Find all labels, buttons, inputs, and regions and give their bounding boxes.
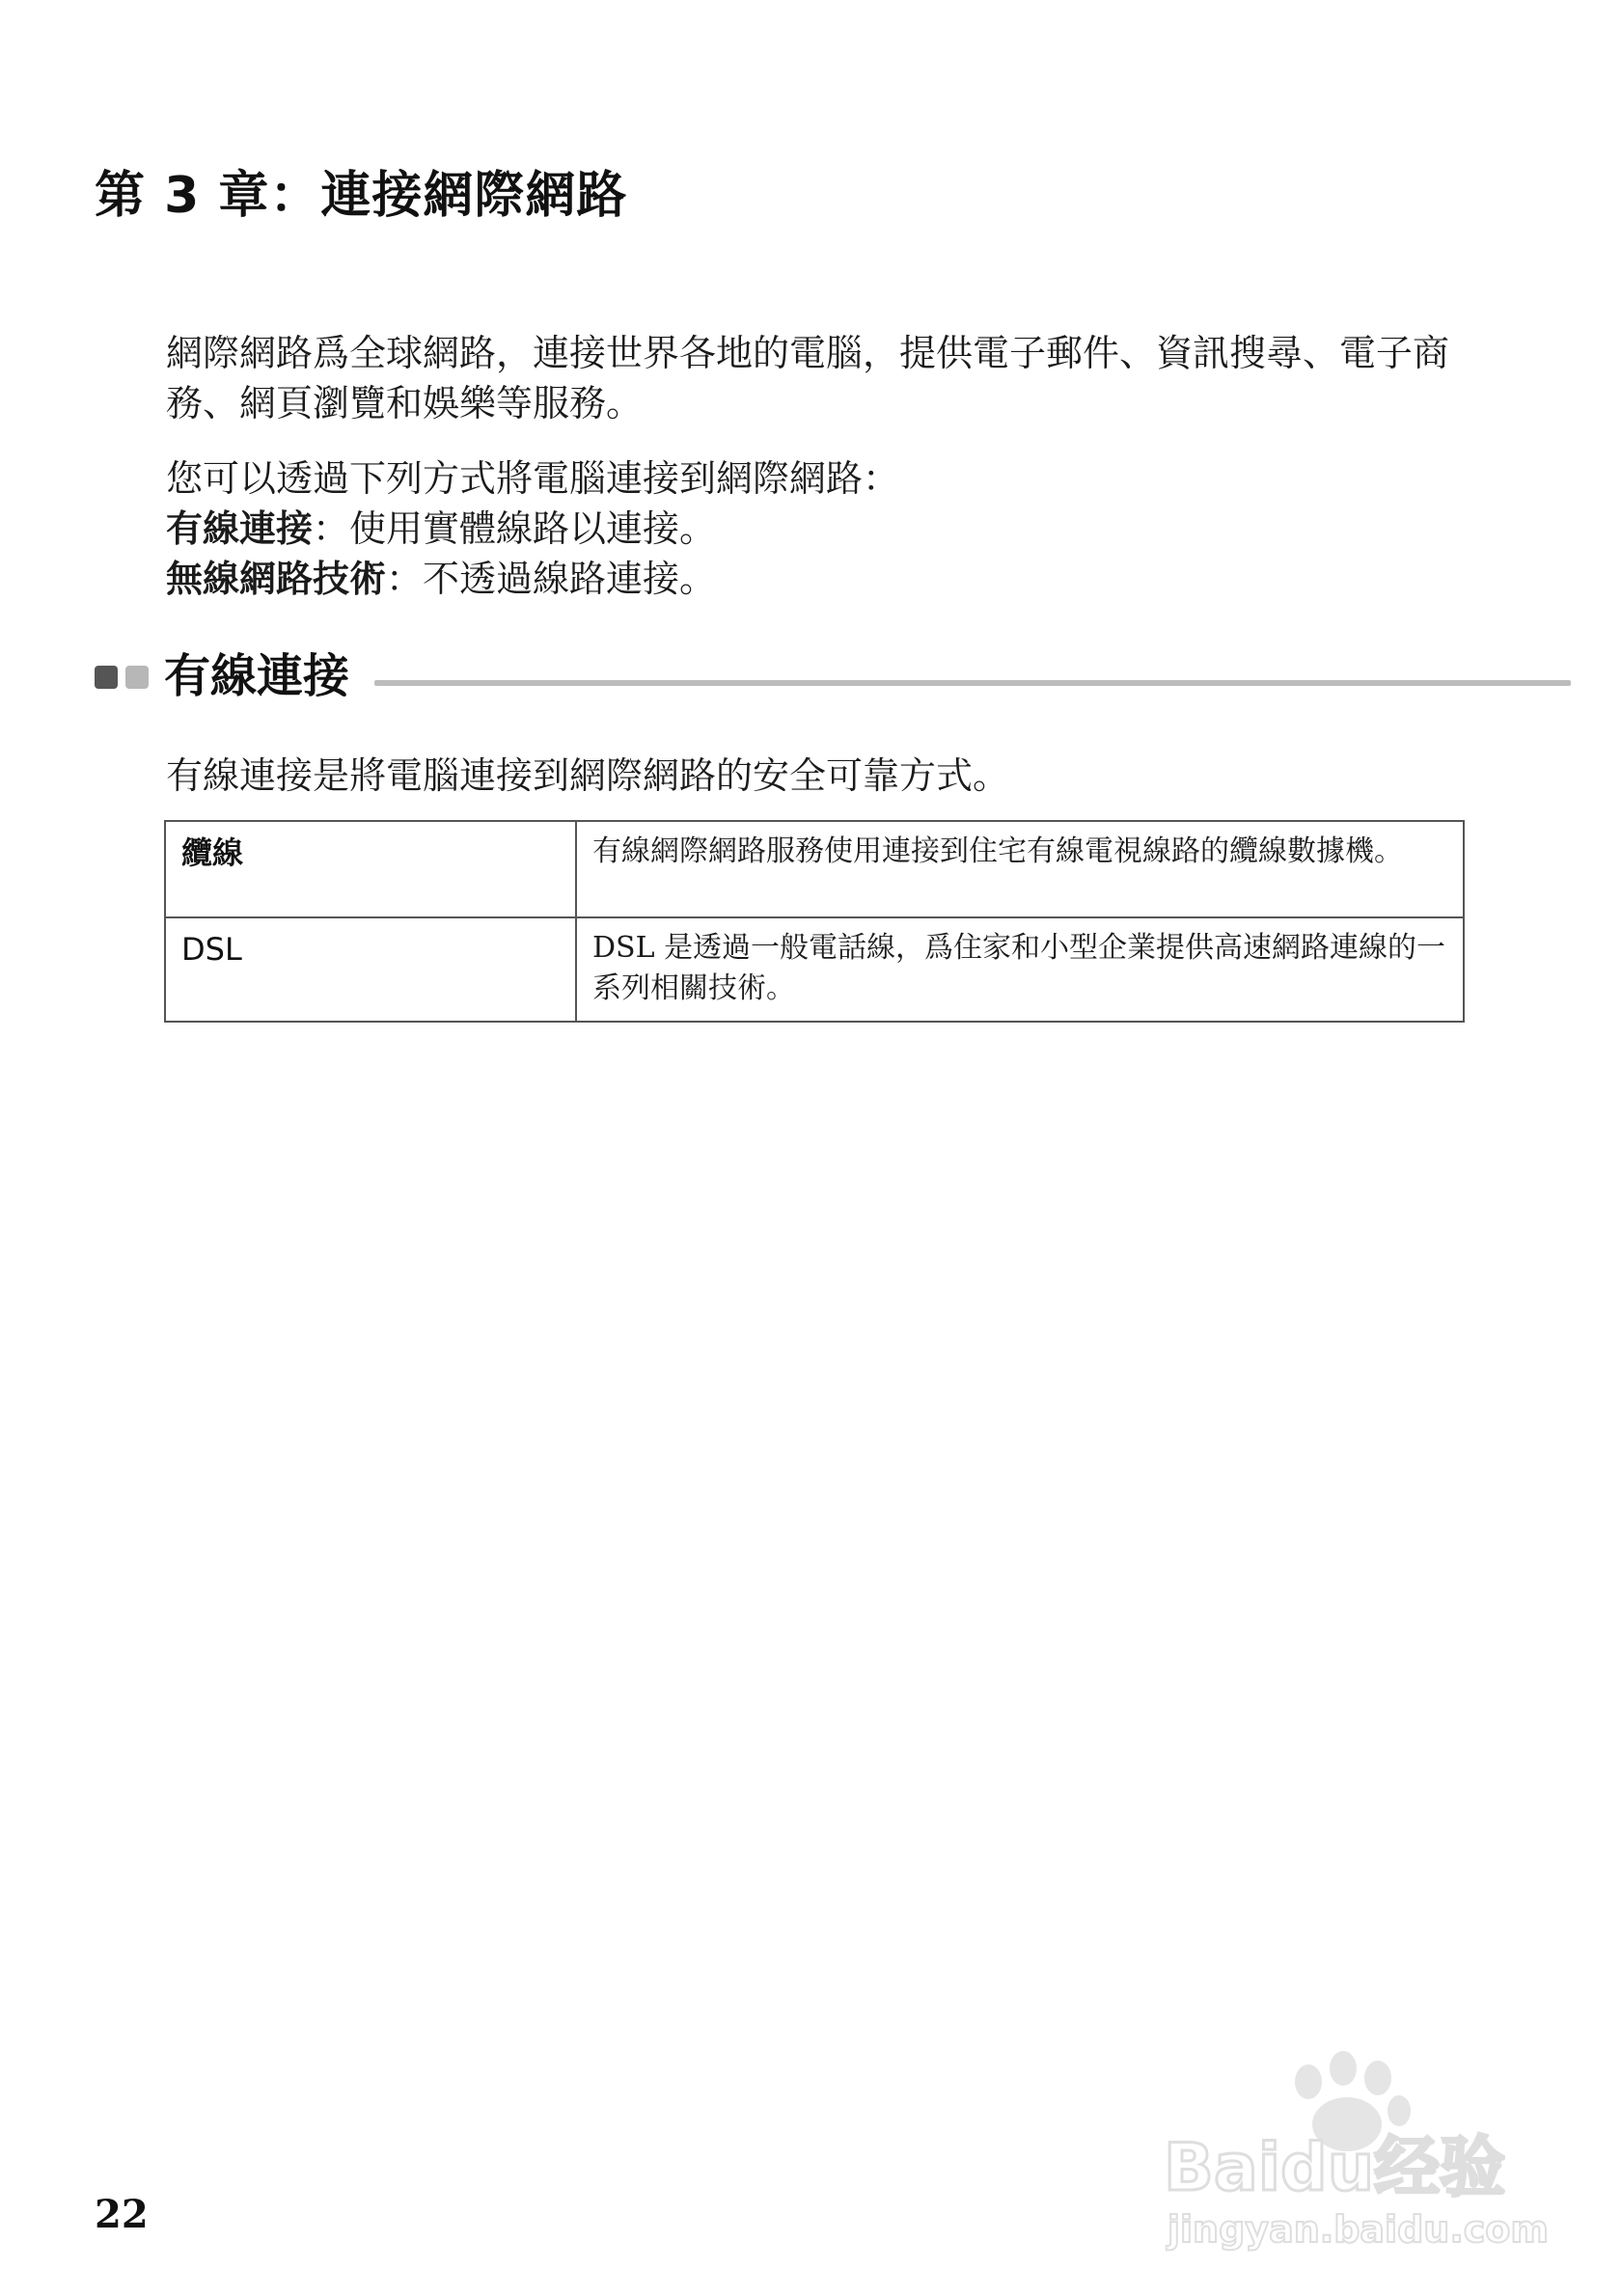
table-term-cell: 纜線 — [165, 821, 576, 917]
intro-paragraph: 網際網路爲全球網路，連接世界各地的電腦，提供電子郵件、資訊搜尋、電子商務、網頁瀏覽和娛樂等服務。 — [166, 332, 1450, 424]
connection-methods — [166, 453, 1497, 604]
methods-lead: 您可以透過下列方式將電腦連接到網際網路： — [166, 457, 900, 500]
watermark-brand-text: Baidu经验 — [1164, 2130, 1506, 2206]
method-item-wireless — [166, 554, 1497, 604]
table-desc-cell: 有線網際網路服務使用連接到住宅有線電視線路的纜線數據機。 — [576, 821, 1464, 917]
method-separator: ： — [313, 507, 350, 550]
section-divider — [374, 680, 1571, 686]
table-row — [165, 917, 1464, 1022]
connection-types-table — [164, 820, 1465, 1023]
chapter-title: 第 3 章：連接網際網路 — [95, 167, 628, 225]
table-desc-cell: DSL 是透過一般電話線，爲住家和小型企業提供高速網路連線的一系列相關技術。 — [576, 917, 1464, 1022]
section-description: 有線連接是將電腦連接到網際網路的安全可靠方式。 — [166, 754, 1010, 797]
page-number: 22 — [95, 2192, 149, 2237]
method-term: 無線網路技術 — [166, 558, 387, 600]
section-header — [95, 644, 1474, 712]
watermark-url-text: jingyan.baidu.com — [1168, 2208, 1549, 2251]
method-desc: 使用實體線路以連接。 — [349, 507, 717, 550]
method-separator: ： — [386, 558, 424, 600]
section-bullet-light-icon — [125, 666, 149, 689]
baidu-watermark-logo — [1154, 2036, 1559, 2257]
table-term-cell: DSL — [165, 917, 576, 1022]
section-bullet-dark-icon — [95, 666, 118, 689]
table-row — [165, 821, 1464, 917]
section-title: 有線連接 — [164, 649, 350, 703]
method-term: 有線連接 — [166, 507, 314, 550]
method-item-wired — [166, 504, 1497, 554]
method-desc: 不透過線路連接。 — [423, 558, 717, 600]
